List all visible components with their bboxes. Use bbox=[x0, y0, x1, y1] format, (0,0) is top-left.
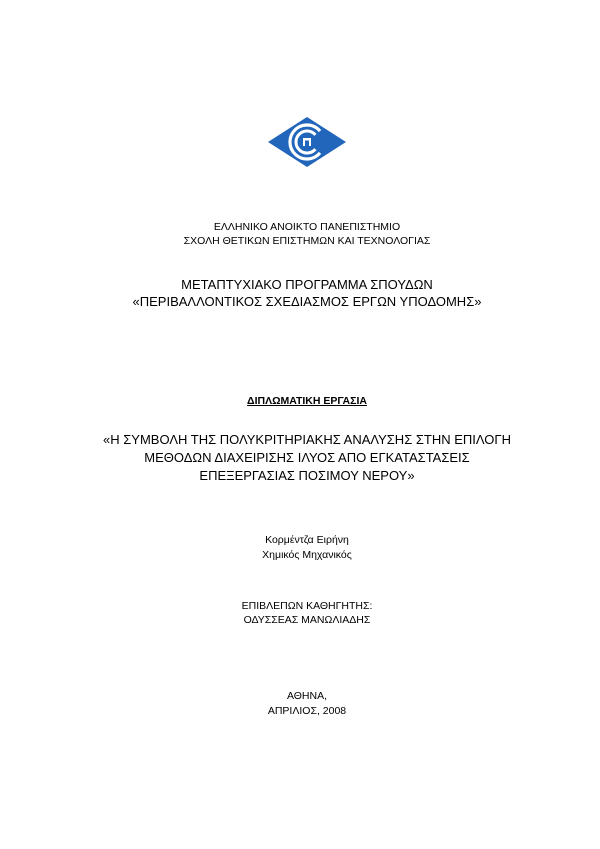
program-block bbox=[32, 276, 582, 310]
program-heading: ΜΕΤΑΠΤΥΧΙΑΚΟ ΠΡΟΓΡΑΜΜΑ ΣΠΟΥΔΩΝ bbox=[181, 277, 433, 292]
institution-block bbox=[32, 220, 582, 248]
author-title: Χημικός Μηχανικός bbox=[262, 549, 352, 561]
place-date-block bbox=[32, 689, 582, 719]
school-name: ΣΧΟΛΗ ΘΕΤΙΚΩΝ ΕΠΙΣΤΗΜΩΝ ΚΑΙ ΤΕΧΝΟΛΟΓΙΑΣ bbox=[183, 235, 431, 247]
thesis-title-line: «Η ΣΥΜΒΟΛΗ ΤΗΣ ΠΟΛΥΚΡΙΤΗΡΙΑΚΗΣ ΑΝΑΛΥΣΗΣ ΣΤΗΝ ΕΠΙΛΟΓΗ bbox=[103, 432, 511, 447]
thesis-title-line: ΕΠΕΞΕΡΓΑΣΙΑΣ ΠΟΣΙΜΟΥ ΝΕΡΟΥ» bbox=[199, 468, 415, 483]
author-block bbox=[32, 533, 582, 563]
thesis-title-line: ΜΕΘΟΔΩΝ ΔΙΑΧΕΙΡΙΣΗΣ ΙΛΥΟΣ ΑΠΟ ΕΓΚΑΤΑΣΤΑΣΕΙΣ bbox=[144, 450, 470, 465]
city: ΑΘΗΝΑ, bbox=[286, 690, 328, 702]
date: ΑΠΡΙΛΙΟΣ, 2008 bbox=[267, 705, 347, 717]
university-logo-icon bbox=[267, 116, 347, 168]
supervisor-block bbox=[32, 599, 582, 627]
document-type: ΔΙΠΛΩΜΑΤΙΚΗ ΕΡΓΑΣΙΑ bbox=[247, 395, 367, 407]
thesis-title bbox=[32, 431, 582, 485]
author-name: Κορμέντζα Ειρήνη bbox=[265, 534, 349, 546]
university-name: ΕΛΛΗΝΙΚΟ ΑΝΟΙΚΤΟ ΠΑΝΕΠΙΣΤΗΜΙΟ bbox=[213, 221, 401, 233]
program-name: «ΠΕΡΙΒΑΛΛΟΝΤΙΚΟΣ ΣΧΕΔΙΑΣΜΟΣ ΕΡΓΩΝ ΥΠΟΔΟΜΗΣ» bbox=[132, 294, 482, 309]
supervisor-label: ΕΠΙΒΛΕΠΩΝ ΚΑΘΗΓΗΤΗΣ: bbox=[241, 600, 373, 612]
supervisor-name: ΟΔΥΣΣΕΑΣ ΜΑΝΩΛΙΑΔΗΣ bbox=[243, 614, 371, 626]
document-type-block bbox=[32, 391, 582, 409]
